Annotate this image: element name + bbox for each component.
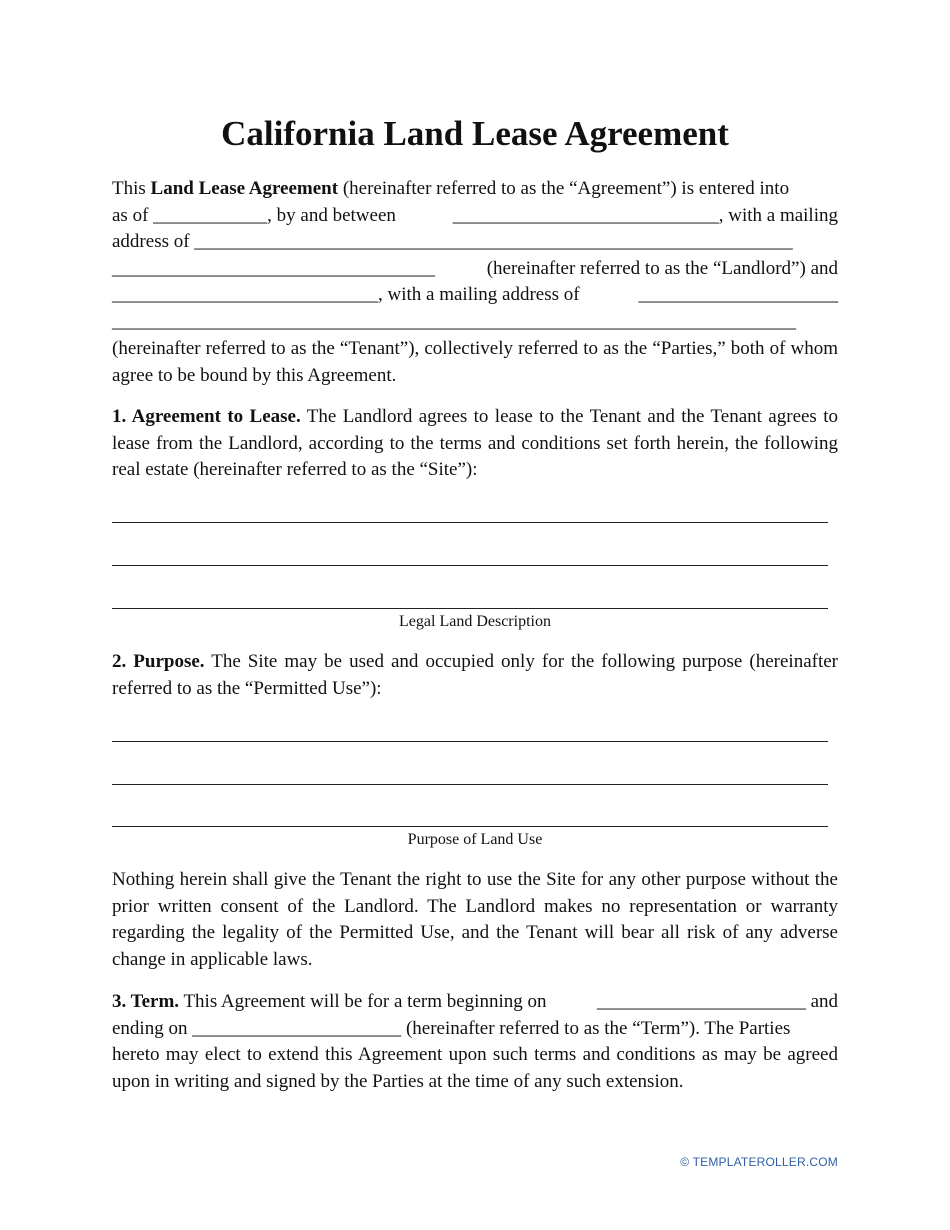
tenant-name-blank: ____________________________, with a mailing address of: [112, 284, 580, 305]
footer-copyright-link[interactable]: © TEMPLATEROLLER.COM: [680, 1155, 838, 1169]
purpose-line-1: [112, 741, 828, 742]
purpose-caption: Purpose of Land Use: [407, 831, 543, 848]
intro-paragraph: [112, 176, 838, 335]
agreement-name: Land Lease Agreement: [150, 178, 339, 199]
section-term: [112, 989, 838, 1095]
term-start-blank: ______________________ and: [596, 991, 838, 1012]
section-heading: 2. Purpose.: [112, 651, 205, 672]
intro-closing: (hereinafter referred to as the “Tenant”), collectively referred to as the “Parties,” both of whom agree to be bound by this Agreement.: [112, 338, 838, 386]
intro-line-3: [112, 229, 838, 256]
document-title: California Land Lease Agreement: [221, 114, 729, 153]
purpose-followup: Nothing herein shall give the Tenant the right to use the Site for any other purpose without the prior written consent of the Landlord. The Landlord makes no representation or warranty regarding the legality of the Permitted Use, and the Tenant will bear all risk of any adverse change in applicable laws.: [112, 869, 838, 970]
section-purpose: 2. Purpose. The Site may be used and occupied only for the following purpose (hereinafter referred to as the “Permitted Use”):: [112, 651, 839, 699]
land-description-line-1: [112, 522, 828, 523]
purpose-line-2: [112, 784, 828, 785]
purpose-line-3: [112, 826, 828, 827]
section-heading: 1. Agreement to Lease.: [112, 406, 301, 427]
section-heading: 3. Term.: [112, 991, 180, 1012]
intro-line-6: ________________________________________________________________________: [112, 310, 796, 332]
intro-line-1: This Land Lease Agreement (hereinafter referred to as the “Agreement”) is entered into: [112, 178, 790, 199]
date-blank: as of ____________, by and between: [112, 204, 396, 226]
land-description-line-3: [112, 608, 828, 609]
legal-land-description-caption: Legal Land Description: [399, 613, 551, 630]
land-description-line-2: [112, 565, 828, 566]
term-end-blank: ending on ______________________ (hereinafter referred to as the “Term”). The Parties: [112, 1017, 791, 1039]
intro-line-5: [112, 282, 838, 309]
tenant-address-blank: _____________________: [638, 284, 838, 305]
intro-line-2: [112, 203, 838, 230]
term-line-2: [112, 1016, 838, 1043]
intro-line-4: __________________________________ (hereinafter referred to as the “Landlord”) and: [112, 257, 838, 279]
term-rest: hereto may elect to extend this Agreement upon such terms and conditions as may be agreed upon in writing and signed by the Parties at the time of any such extension.: [112, 1044, 838, 1092]
landlord-address-blank: address of _______________________________________________________________: [112, 231, 793, 252]
landlord-name-blank: ____________________________, with a mailing: [452, 204, 838, 226]
term-line-1: 3. Term. This Agreement will be for a term beginning on ______________________ and: [112, 989, 838, 1016]
section-agreement-to-lease: 1. Agreement to Lease. The Landlord agrees to lease to the Tenant and the Tenant agrees to lease from the Landlord, according to the terms and conditions set forth herein, the following real estate (hereinafter referred to as the “Site”):: [112, 406, 838, 480]
